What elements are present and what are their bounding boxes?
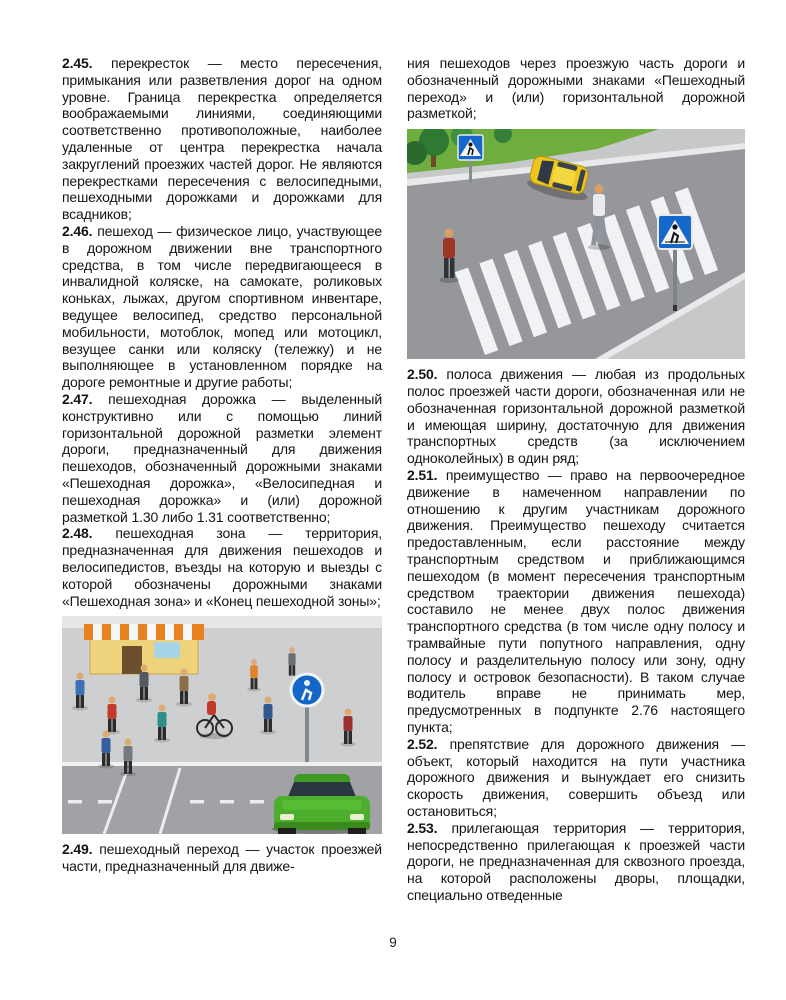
definition-2-53 bbox=[407, 820, 745, 904]
definition-2-49 bbox=[62, 841, 382, 875]
definition-2-46 bbox=[62, 223, 382, 391]
figure-pedestrian-crossing bbox=[407, 129, 745, 359]
clause-number: 2.49. bbox=[62, 841, 93, 858]
clause-text: препятствие для дорожного движения — объект, который находится на пути участника дорожного движения и вынуждает его снизить скорость движения, совершить объезд или остановиться; bbox=[407, 735, 745, 819]
clause-number: 2.50. bbox=[407, 366, 438, 383]
two-column-text bbox=[62, 55, 745, 904]
definition-2-48 bbox=[62, 525, 382, 609]
definition-2-51 bbox=[407, 467, 745, 736]
clause-number: 2.46. bbox=[62, 222, 93, 239]
clause-text: ния пешеходов через проезжую часть дороги и обозначенный дорожными знаками «Пешеходный переход» и (или) горизонтальной дорожной разметкой; bbox=[407, 55, 745, 122]
right-column bbox=[407, 55, 745, 904]
figure-pedestrian-zone bbox=[62, 616, 382, 834]
definition-2-52 bbox=[407, 736, 745, 820]
left-column bbox=[62, 55, 382, 904]
clause-text: пешеходная зона — территория, предназначенная для движения пешеходов и велосипедистов, въезды на которую и выезды с которой обозначены дорожными знаками «Пешеходная зона» и «Конец пешеходной зоны»; bbox=[62, 525, 382, 609]
clause-text: полоса движения — любая из продольных полос проезжей части дороги, обозначенная или не обозначенная горизонтальной дорожной разметкой и имеющая ширину, достаточную для движения транспортных средств (за исключением одноколейных) в один ряд; bbox=[407, 366, 745, 467]
definition-2-47 bbox=[62, 391, 382, 525]
clause-text: пешеход — физическое лицо, участвующее в дорожном движении вне транспортного средства, в том числе передвигающееся в инвалидной коляске, на самокате, роликовых коньках, лыжах, другом спортивном инвентаре, ведущее велосипед, средство персональной мобильности, мотоблок, мопед или мотоцикл, везущее санки или коляску (тележку) и не выполняющее в установленном порядке на дороге ремонтные и другие работы; bbox=[62, 222, 382, 391]
page-number: 9 bbox=[389, 935, 397, 950]
clause-text: пешеходная дорожка — выделенный конструктивно или с помощью линий горизонтальной дорожной разметки элемент дороги, предназначенный для движения пешеходов, обозначенный дорожными знаками «Пешеходная дорожка», «Велосипедная и пешеходная дорожка» и (или) дорожной разметкой 1.30 либо 1.31 соответственно; bbox=[62, 390, 382, 525]
clause-text: прилегающая территория — территория, непосредственно прилегающая к проезжей части дороги, не предназначенная для сквозного проезда, на которой расположены дворы, площадки, специально отведенные bbox=[407, 819, 745, 903]
definition-2-50 bbox=[407, 366, 745, 467]
definition-2-45 bbox=[62, 55, 382, 223]
pedestrian-zone-illustration bbox=[62, 616, 382, 834]
clause-number: 2.47. bbox=[62, 390, 93, 407]
clause-number: 2.51. bbox=[407, 466, 438, 483]
definition-2-49-continued bbox=[407, 55, 745, 122]
clause-number: 2.48. bbox=[62, 525, 93, 542]
clause-number: 2.52. bbox=[407, 735, 438, 752]
clause-text: перекресток — место пересечения, примыкания или разветвления дорог на одном уровне. Граница перекрестка определяется воображаемыми линиями, соединяющими соответственно противоположные, наиболее удаленные от центра перекрестка начала закруглений проезжих частей дорог. Не являются перекрестками пересечения с велосипедными, пешеходными дорожками и дорожками для всадников; bbox=[62, 55, 382, 223]
clause-number: 2.53. bbox=[407, 819, 438, 836]
clause-number: 2.45. bbox=[62, 55, 93, 71]
clause-text: преимущество — право на первоочередное движение в намеченном направлении по отношению к другим участникам дорожного движения. Преимущество пешеходу считается предоставленным, если расстояние между транспортным средством и приближающимся пешеходом (в момент пересечения транспортным средством траектории движения пешехода) составило не менее двух полос движения транспортного средства (в том числе одну полосу и трамвайные пути попутного направления, одну полосу и разделительную полосу или зону, одну полосу и островок безопасности). В таком случае водитель вправе не принимать мер, предусмотренных в подпункте 2.76 настоящего пункта; bbox=[407, 466, 745, 735]
pedestrian-crossing-illustration bbox=[407, 129, 745, 359]
clause-text: пешеходный переход — участок проезжей части, предназначенный для движе- bbox=[62, 841, 382, 875]
